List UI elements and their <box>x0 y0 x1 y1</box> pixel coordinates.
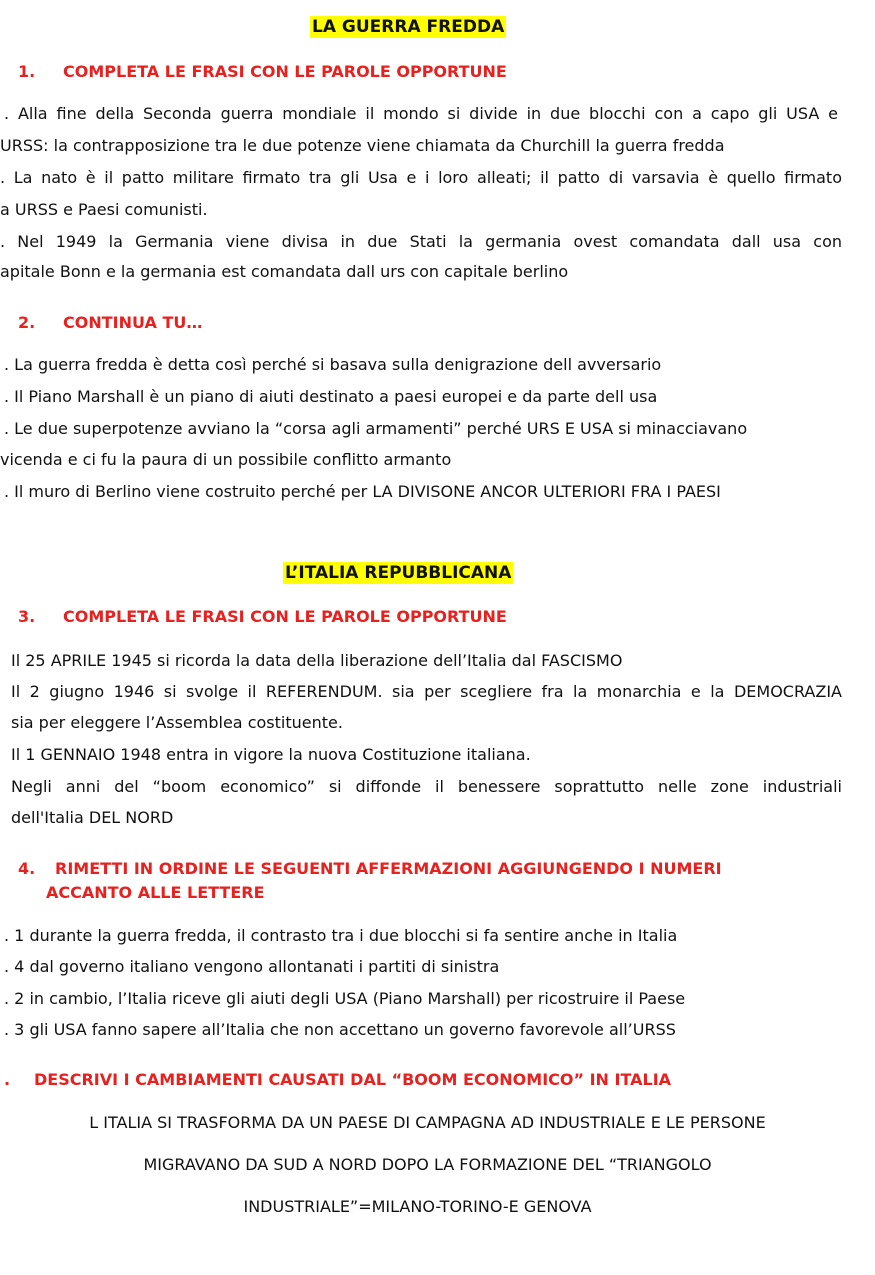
exercise-2-heading: CONTINUA TU… <box>63 313 203 332</box>
ex2-item-3: . Le due superpotenze avviano la “corsa agli armamenti” perché URS E USA si minacciavano <box>4 419 748 438</box>
ex1-line-4: a URSS e Paesi comunisti. <box>0 200 208 219</box>
ex1-line-3: . La nato è il patto militare firmato tra gli Usa e i loro alleati; il patto di varsavia è quello firmato <box>0 168 842 187</box>
ex4-item-3: . 2 in cambio, l’Italia riceve gli aiuti degli USA (Piano Marshall) per ricostruire il Paese <box>4 989 686 1008</box>
ex3-line-4: Il 1 GENNAIO 1948 entra in vigore la nuova Costituzione italiana. <box>11 745 531 764</box>
ex1-line-1: . Alla fine della Seconda guerra mondiale il mondo si divide in due blocchi con a capo gli USA e <box>4 104 838 123</box>
ex3-line-6: dell'Italia DEL NORD <box>11 808 174 827</box>
ex1-line-2: URSS: la contrapposizione tra le due potenze viene chiamata da Churchill la guerra fredda <box>0 136 725 155</box>
exercise-4-number: 4. <box>18 859 36 878</box>
exercise-5-heading: DESCRIVI I CAMBIAMENTI CAUSATI DAL “BOOM ECONOMICO” IN ITALIA <box>34 1070 672 1089</box>
exercise-3-heading: COMPLETA LE FRASI CON LE PAROLE OPPORTUNE <box>63 607 507 626</box>
ex2-item-3-cont: vicenda e ci fu la paura di un possibile conflitto armanto <box>0 450 452 469</box>
section-title: L’ITALIA REPUBBLICANA <box>285 563 512 583</box>
exercise-1-heading: COMPLETA LE FRASI CON LE PAROLE OPPORTUNE <box>63 62 507 81</box>
ex5-line-2: MIGRAVANO DA SUD A NORD DOPO LA FORMAZIONE DEL “TRIANGOLO <box>143 1155 712 1174</box>
exercise-4-heading-line-1: RIMETTI IN ORDINE LE SEGUENTI AFFERMAZIONI AGGIUNGENDO I NUMERI <box>55 859 722 878</box>
ex2-item-2: . Il Piano Marshall è un piano di aiuti destinato a paesi europei e da parte dell usa <box>4 387 658 406</box>
exercise-1-number: 1. <box>18 62 36 81</box>
exercise-4-heading-line-2: ACCANTO ALLE LETTERE <box>46 883 265 902</box>
ex1-line-6: apitale Bonn e la germania est comandata dall urs con capitale berlino <box>0 262 569 281</box>
ex3-line-5: Negli anni del “boom economico” si diffonde il benessere soprattutto nelle zone industriali <box>11 777 842 796</box>
page-title: LA GUERRA FREDDA <box>312 17 505 37</box>
ex4-item-1: . 1 durante la guerra fredda, il contrasto tra i due blocchi si fa sentire anche in Italia <box>4 926 678 945</box>
ex5-line-1: L ITALIA SI TRASFORMA DA UN PAESE DI CAMPAGNA AD INDUSTRIALE E LE PERSONE <box>89 1113 766 1132</box>
ex2-item-4: . Il muro di Berlino viene costruito perché per LA DIVISONE ANCOR ULTERIORI FRA I PAESI <box>4 482 721 501</box>
ex3-line-2: Il 2 giugno 1946 si svolge il REFERENDUM. sia per scegliere fra la monarchia e la DEMOCRAZIA <box>11 682 842 701</box>
ex1-line-5: . Nel 1949 la Germania viene divisa in due Stati la germania ovest comandata dall usa con <box>0 232 842 251</box>
ex4-item-4: . 3 gli USA fanno sapere all’Italia che non accettano un governo favorevole all’URSS <box>4 1020 676 1039</box>
ex2-item-1: . La guerra fredda è detta così perché si basava sulla denigrazione dell avversario <box>4 355 662 374</box>
ex3-line-3: sia per eleggere l’Assemblea costituente. <box>11 713 343 732</box>
ex4-item-2: . 4 dal governo italiano vengono allontanati i partiti di sinistra <box>4 957 500 976</box>
exercise-5-number: . <box>4 1070 11 1089</box>
exercise-2-number: 2. <box>18 313 36 332</box>
ex3-line-1: Il 25 APRILE 1945 si ricorda la data della liberazione dell’Italia dal FASCISMO <box>11 651 623 670</box>
exercise-3-number: 3. <box>18 607 36 626</box>
ex5-line-3: INDUSTRIALE”=MILANO-TORINO-E GENOVA <box>243 1197 592 1216</box>
